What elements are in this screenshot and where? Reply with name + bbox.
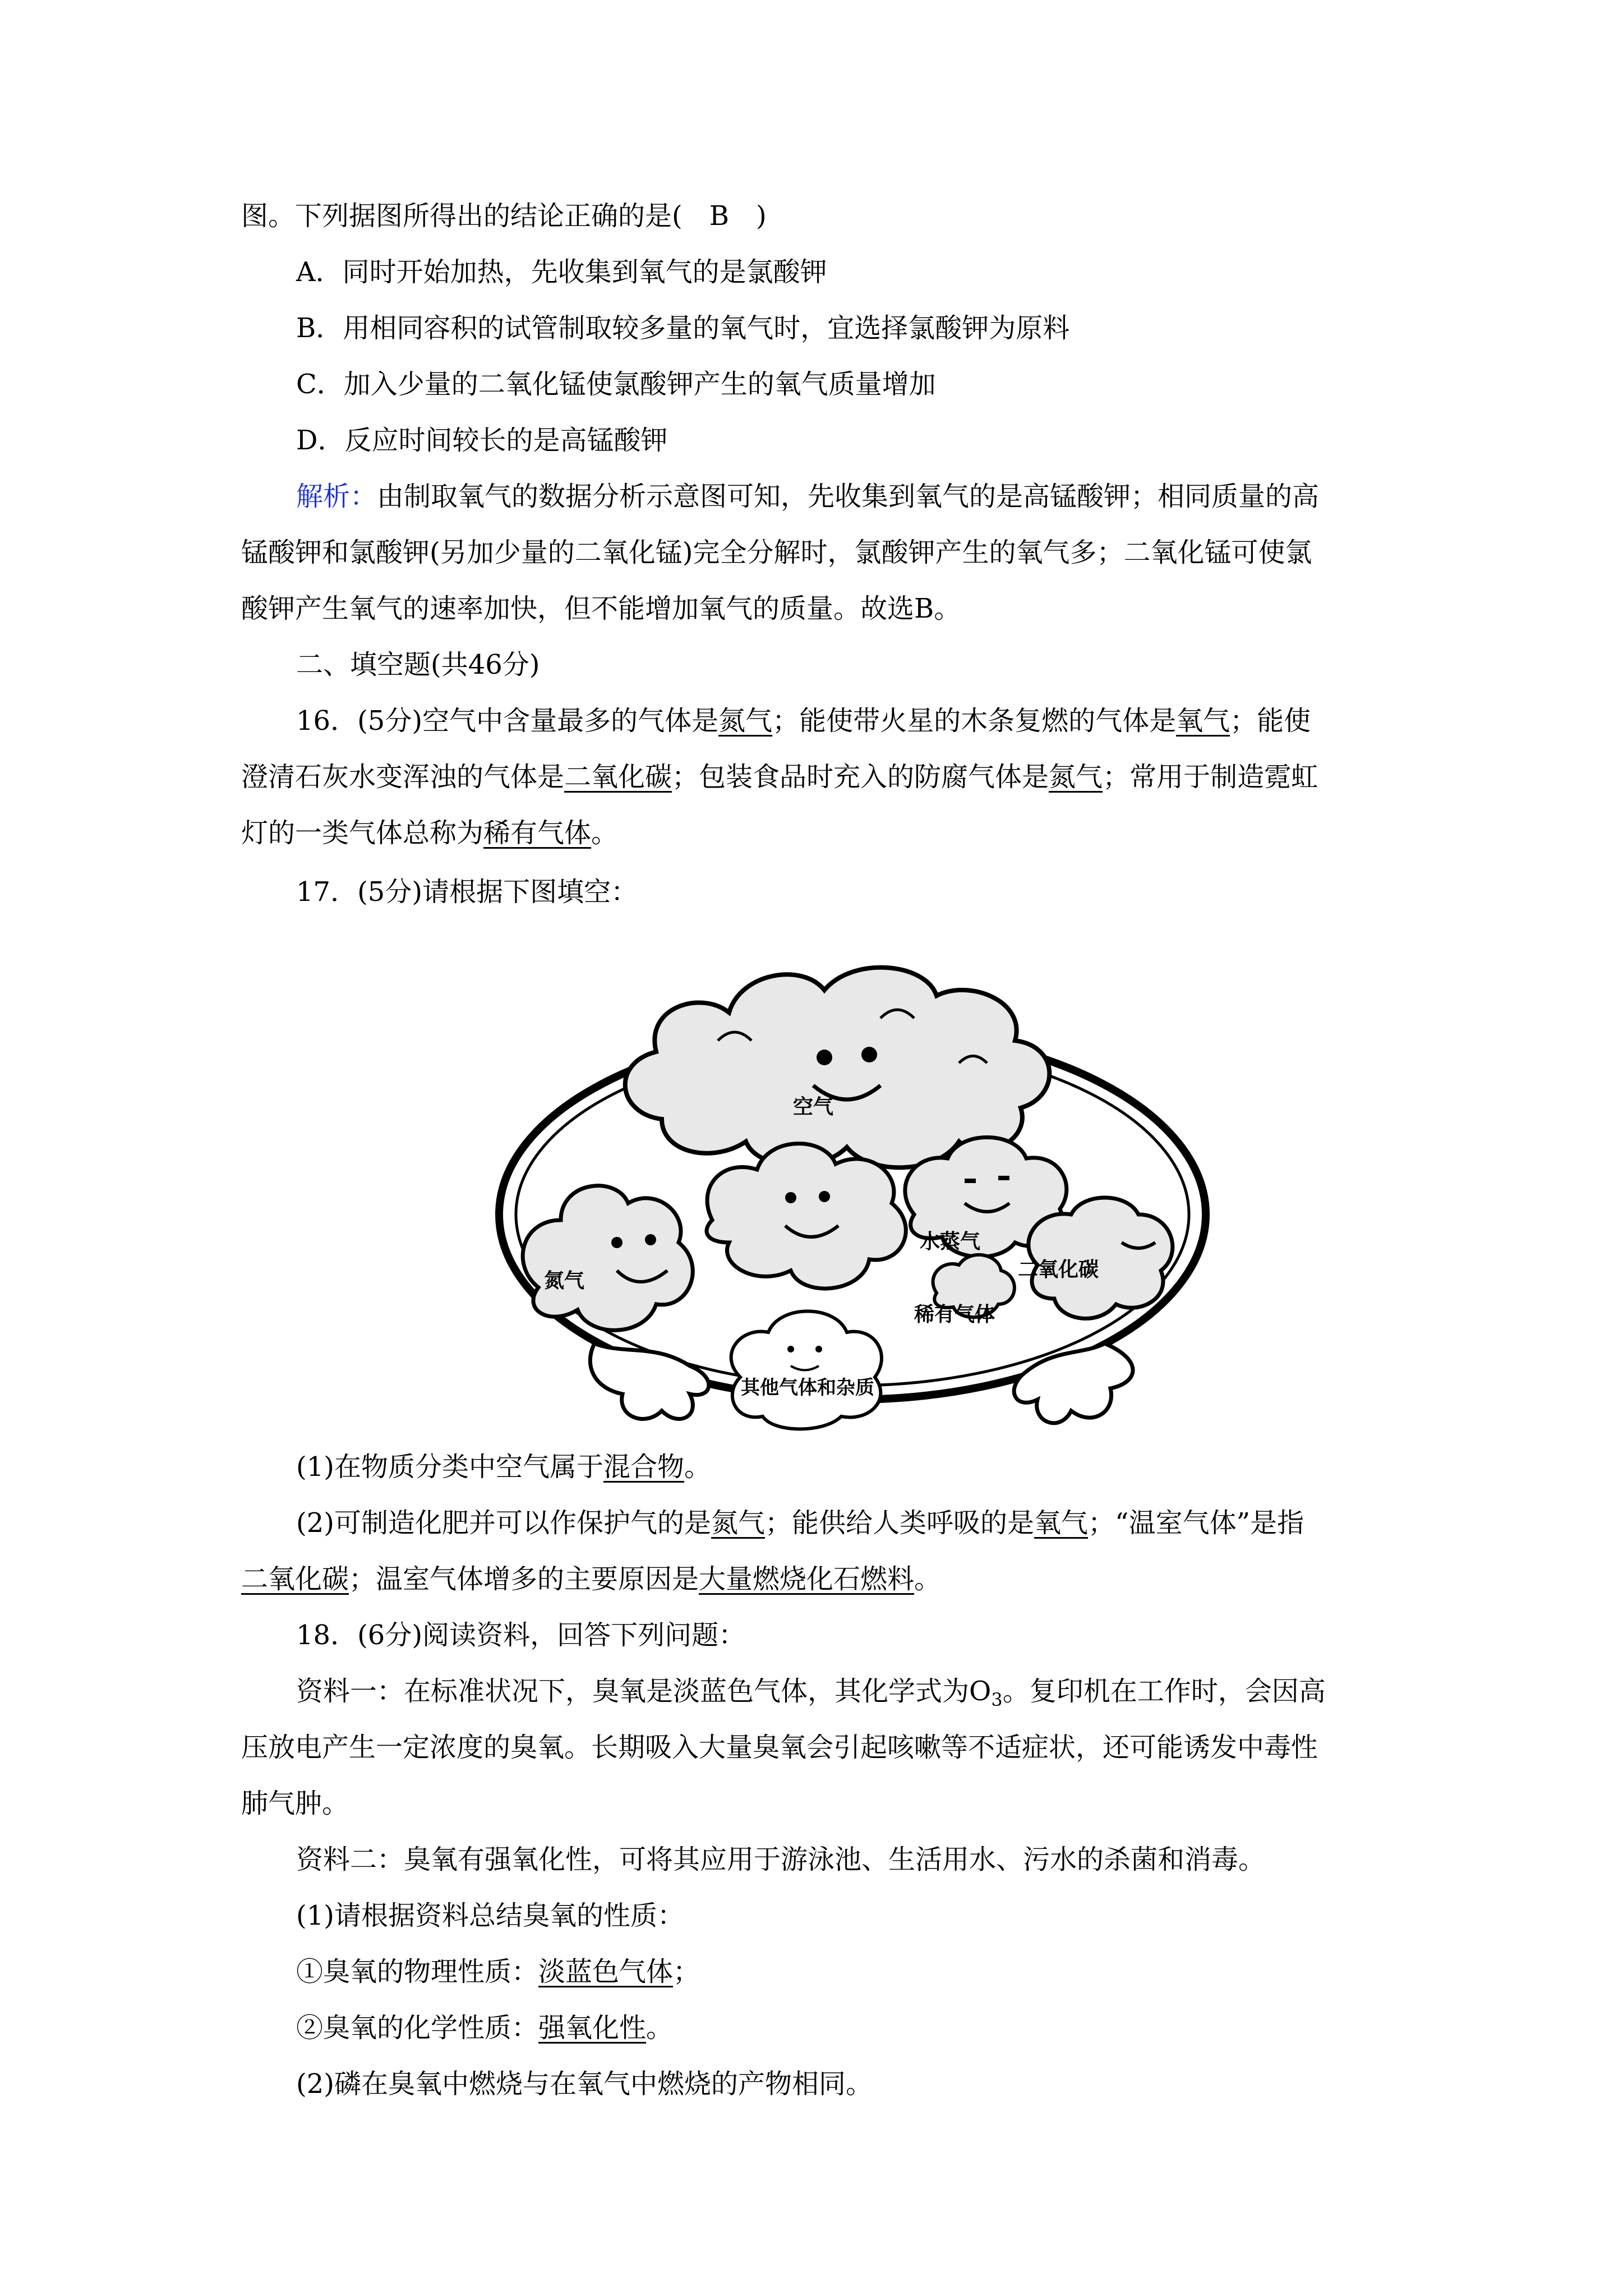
air-eye	[861, 1047, 877, 1062]
label-noble-gas: 稀有气体	[914, 1303, 995, 1326]
q17-text: (1)在物质分类中空气属于	[296, 1451, 603, 1483]
oxygen-eye	[819, 1191, 830, 1202]
nitrogen-cloud-shape	[523, 1186, 693, 1331]
q18-text: 。	[646, 2012, 674, 2044]
q16-text: 灯的一类气体总称为	[241, 817, 484, 849]
analysis-text: 由制取氧气的数据分析示意图可知，先收集到氧气的是高锰酸钾；相同质量的高	[377, 481, 1320, 512]
label-nitrogen: 氮气	[544, 1269, 585, 1292]
q18-material-1-line-3: 肺气肿。	[241, 1788, 349, 1819]
q18-text: ；	[673, 1956, 700, 1987]
q17-part-1	[296, 1450, 711, 1484]
q16-line-1	[296, 704, 1311, 738]
q17-answer: 二氧化碳	[241, 1563, 349, 1595]
oxygen-eye	[785, 1192, 796, 1203]
q16-answer: 氮气	[1049, 761, 1103, 793]
q17-answer: 氧气	[1034, 1507, 1089, 1539]
nitrogen-eye	[611, 1237, 623, 1248]
q17-answer: 氮气	[711, 1507, 766, 1539]
right-hand-shape	[1014, 1343, 1133, 1423]
q17-text: 。	[684, 1451, 712, 1483]
q18-answer: 强氧化性	[538, 2012, 647, 2044]
left-hand-shape	[590, 1343, 709, 1419]
label-co2: 二氧化碳	[1018, 1258, 1099, 1281]
q16-answer: 二氧化碳	[564, 761, 672, 793]
label-other-gases: 其他气体和杂质	[741, 1377, 874, 1399]
q18-material-1-line-1	[296, 1674, 1326, 1717]
q18-subscript: 3	[991, 1689, 1003, 1710]
q17-stem: 17．(5分)请根据下图填空：	[296, 876, 638, 908]
q16-text: ；能使	[1230, 705, 1311, 737]
q16-answer: 氧气	[1176, 705, 1230, 737]
q18-material-2: 资料二：臭氧有强氧化性，可将其应用于游泳池、生活用水、污水的杀菌和消毒。	[296, 1844, 1266, 1875]
q18-sub-1-physical	[296, 1955, 700, 1989]
q17-text: ；“温室气体”是指	[1088, 1507, 1304, 1539]
q16-text: 。	[591, 817, 619, 849]
q16-line-3	[241, 816, 618, 850]
air-composition-figure	[477, 951, 1228, 1433]
q16-line-2	[241, 760, 1318, 794]
oxygen-cloud-shape	[707, 1144, 906, 1289]
q16-answer: 稀有气体	[483, 817, 592, 849]
other-gases-eye	[787, 1346, 794, 1352]
q15-analysis-line-3: 酸钾产生氧气的速率加快，但不能增加氧气的质量。故选B。	[241, 593, 961, 624]
q16-text: ；常用于制造霓虹	[1103, 761, 1318, 793]
q17-text: ；温室气体增多的主要原因是	[349, 1563, 699, 1595]
q16-text: 16．(5分)空气中含量最多的气体是	[296, 705, 719, 737]
q17-text: 。	[914, 1563, 942, 1595]
q18-text: ①臭氧的物理性质：	[296, 1956, 539, 1987]
q18-stem: 18．(6分)阅读资料，回答下列问题：	[296, 1619, 746, 1651]
q16-text: ；包装食品时充入的防腐气体是	[672, 761, 1049, 793]
q17-part-2	[296, 1506, 1304, 1540]
q17-text: ；能供给人类呼吸的是	[765, 1507, 1035, 1539]
q15-option-a: A．同时开始加热，先收集到氧气的是氯酸钾	[296, 256, 827, 288]
q18-text: 。复印机在工作时，会因高	[1002, 1676, 1326, 1707]
label-air: 空气	[792, 1096, 834, 1119]
q17-text: (2)可制造化肥并可以作保护气的是	[296, 1507, 711, 1539]
q18-material-1-line-2: 压放电产生一定浓度的臭氧。长期吸入大量臭氧会引起咳嗽等不适症状，还可能诱发中毒性	[241, 1732, 1318, 1763]
q17-part-2-cont	[241, 1562, 941, 1596]
q18-sub-1-chemical	[296, 2011, 673, 2045]
q15-option-b: B．用相同容积的试管制取较多量的氧气时，宜选择氯酸钾为原料	[296, 312, 1070, 344]
analysis-label: 解析：	[296, 481, 377, 512]
other-gases-eye	[815, 1346, 822, 1352]
q18-sub-1: (1)请根据资料总结臭氧的性质：	[296, 1900, 684, 1931]
q18-text: ②臭氧的化学性质：	[296, 2012, 539, 2044]
section-heading: 二、填空题(共46分)	[296, 649, 540, 680]
q16-text: ；能使带火星的木条复燃的气体是	[772, 705, 1177, 737]
q15-option-c: C．加入少量的二氧化锰使氯酸钾产生的氧气质量增加	[296, 369, 936, 400]
q15-analysis-line-1	[296, 480, 1319, 513]
q18-answer: 淡蓝色气体	[538, 1956, 674, 1987]
air-eye	[817, 1050, 832, 1065]
q17-answer: 混合物	[603, 1451, 685, 1483]
q18-sub-2: (2)磷在臭氧中燃烧与在氧气中燃烧的产物相同。	[296, 2068, 873, 2100]
nitrogen-eye	[645, 1234, 656, 1245]
q17-answer: 大量燃烧化石燃料	[699, 1563, 915, 1595]
q15-option-d: D．反应时间较长的是高锰酸钾	[296, 425, 668, 456]
q16-text: 澄清石灰水变浑浊的气体是	[241, 761, 565, 793]
q15-analysis-line-2: 锰酸钾和氯酸钾(另加少量的二氧化锰)完全分解时，氯酸钾产生的氧气多；二氧化锰可使氯	[241, 537, 1312, 568]
label-water-vapor: 水蒸气	[920, 1230, 981, 1253]
q18-text: 资料一：在标准状况下，臭氧是淡蓝色气体，其化学式为O	[296, 1676, 992, 1707]
q16-answer: 氮气	[718, 705, 773, 737]
q15-stem: 图。下列据图所得出的结论正确的是( B )	[241, 200, 767, 232]
